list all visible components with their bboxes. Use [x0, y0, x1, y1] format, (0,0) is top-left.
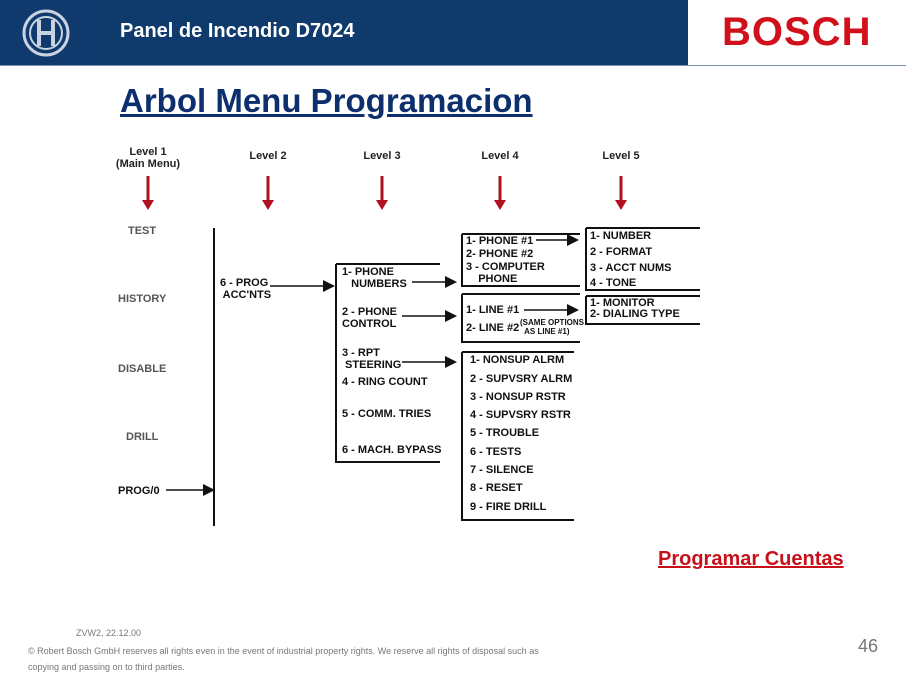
l1-test: TEST: [128, 225, 157, 237]
footer-copyright: © Robert Bosch GmbH reserves all rights even in the event of industrial property rights. We reserve all rights of disposal such as: [28, 646, 539, 656]
l4-rpt-4: 4 - SUPVSRY RSTR: [470, 409, 571, 421]
l5-format: 2 - FORMAT: [590, 246, 653, 258]
l4-rpt-3: 3 - NONSUP RSTR: [470, 391, 566, 403]
l4-rpt-8: 8 - RESET: [470, 482, 523, 494]
l4-rpt-9: 9 - FIRE DRILL: [470, 501, 547, 513]
l5-dialing-type: 2- DIALING TYPE: [590, 308, 680, 320]
l1-prog: PROG/0: [118, 485, 160, 497]
l4-rpt-6: 6 - TESTS: [470, 446, 522, 458]
menu-tree-diagram: [110, 140, 710, 530]
diagram-lines: [110, 140, 710, 530]
level-1-header: Level 1 (Main Menu): [115, 146, 181, 170]
l4-rpt-1: 1- NONSUP ALRM: [470, 354, 565, 366]
l1-history: HISTORY: [118, 293, 167, 305]
l3-comm-tries: 5 - COMM. TRIES: [342, 408, 432, 420]
bosch-armature-icon: [0, 0, 105, 66]
l1-drill: DRILL: [126, 431, 159, 443]
l5-monitor: 1- MONITOR: [590, 297, 655, 309]
page-number: 46: [858, 636, 879, 656]
l4-rpt-7: 7 - SILENCE: [470, 464, 534, 476]
programar-cuentas-link[interactable]: Programar Cuentas: [658, 548, 844, 570]
brand-logo: BOSCH: [722, 10, 872, 54]
l5-tone: 4 - TONE: [590, 277, 637, 289]
l4-line-2: 2- LINE #2: [466, 322, 520, 334]
l3-rpt-steering: 3 - RPT STEERING: [342, 347, 402, 371]
l3-ring-count: 4 - RING COUNT: [342, 376, 428, 388]
slide-title: Arbol Menu Programacion: [120, 82, 533, 119]
l5-acct-nums: 3 - ACCT NUMS: [590, 262, 672, 274]
l4-rpt-5: 5 - TROUBLE: [470, 427, 540, 439]
l4-line-note: (SAME OPTIONS AS LINE #1): [520, 318, 585, 336]
l4-phone-2: 2- PHONE #2: [466, 248, 534, 260]
level-5-header: Level 5: [602, 150, 640, 162]
l3-phone-numbers: 1- PHONE NUMBERS: [342, 266, 407, 290]
header-divider: [0, 65, 906, 66]
l4-phone-1: 1- PHONE #1: [466, 235, 534, 247]
footer-code: ZVW2, 22.12.00: [76, 628, 142, 638]
level-3-header: Level 3: [363, 150, 401, 162]
logo-box: [0, 0, 105, 66]
l5-number: 1- NUMBER: [590, 230, 652, 242]
l4-rpt-2: 2 - SUPVSRY ALRM: [470, 373, 573, 385]
header-bar: [0, 0, 906, 66]
level-arrows: [142, 176, 627, 210]
level-4-header: Level 4: [481, 150, 519, 162]
l4-line-1: 1- LINE #1: [466, 304, 520, 316]
level-2-header: Level 2: [249, 150, 287, 162]
l3-phone-control: 2 - PHONE CONTROL: [342, 306, 398, 330]
l3-mach-bypass: 6 - MACH. BYPASS: [342, 444, 442, 456]
header-title: Panel de Incendio D7024: [120, 20, 355, 42]
l4-computer-phone: 3 - COMPUTER PHONE: [466, 261, 545, 285]
footer-copyright-2: copying and passing on to third parties.: [28, 662, 185, 672]
l2-prog-accnts: 6 - PROG ACC'NTS: [220, 277, 272, 301]
l1-disable: DISABLE: [118, 363, 167, 375]
